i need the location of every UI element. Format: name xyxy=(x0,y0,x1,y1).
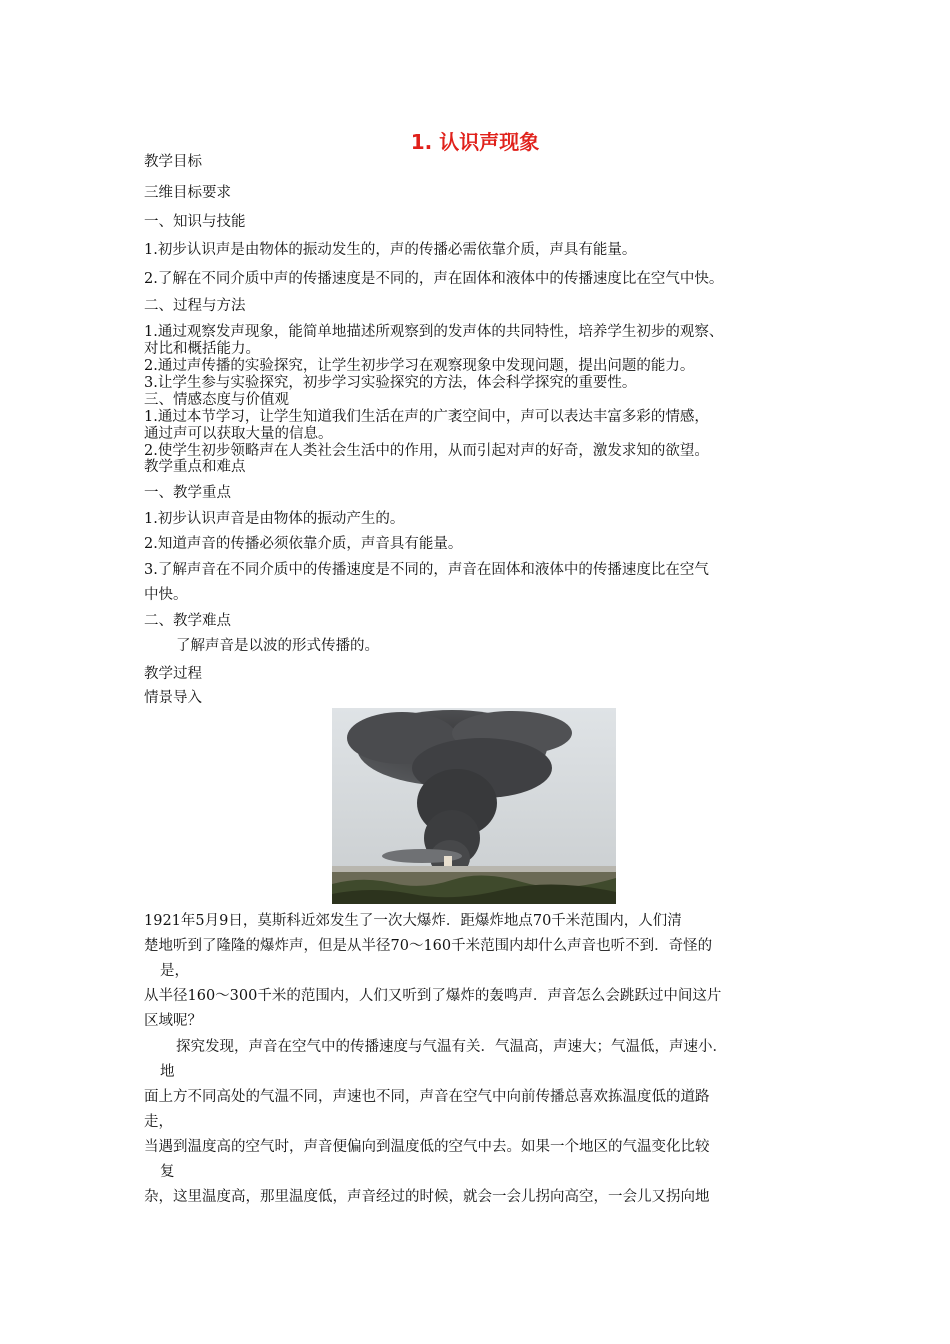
text-line: 2.了解在不同介质中声的传播速度是不同的，声在固体和液体中的传播速度比在空气中快。 xyxy=(144,271,724,287)
heading-scenario-intro: 情景导入 xyxy=(144,690,202,706)
heading-key-points: 一、教学重点 xyxy=(144,485,231,501)
text-line: 复 xyxy=(160,1164,175,1180)
heading-attitude-values: 三、情感态度与价值观 xyxy=(144,392,289,408)
text-line: 中快。 xyxy=(144,587,188,603)
text-line: 1921年5月9日，莫斯科近郊发生了一次大爆炸．距爆炸地点70千米范围内，人们清 xyxy=(144,913,682,929)
text-line: 区域呢？ xyxy=(144,1013,202,1029)
text-line: 杂，这里温度高，那里温度低，声音经过的时候，就会一会儿拐向高空，一会儿又拐向地 xyxy=(144,1189,710,1205)
heading-teaching-process: 教学过程 xyxy=(144,666,202,682)
text-line: 3.了解声音在不同介质中的传播速度是不同的，声音在固体和液体中的传播速度比在空气 xyxy=(144,562,709,578)
heading-three-dimensional-goals: 三维目标要求 xyxy=(144,185,231,201)
heading-teaching-goals: 教学目标 xyxy=(144,154,202,170)
heading-knowledge-skills: 一、知识与技能 xyxy=(144,214,246,230)
text-line: 通过声可以获取大量的信息。 xyxy=(144,426,333,442)
text-line: 2.使学生初步领略声在人类社会生活中的作用，从而引起对声的好奇，激发求知的欲望。 xyxy=(144,443,709,459)
text-line: 了解声音是以波的形式传播的。 xyxy=(176,638,379,654)
text-line: 是， xyxy=(160,963,189,979)
text-line: 2.通过声传播的实验探究，让学生初步学习在观察现象中发现问题，提出问题的能力。 xyxy=(144,358,695,374)
text-line: 对比和概括能力。 xyxy=(144,341,260,357)
text-line: 1.初步认识声音是由物体的振动产生的。 xyxy=(144,511,405,527)
page-title: 1. 认识声现象 xyxy=(410,130,540,154)
text-line: 走， xyxy=(144,1114,173,1130)
text-line: 1.通过本节学习，让学生知道我们生活在声的广袤空间中，声可以表达丰富多彩的情感， xyxy=(144,409,709,425)
text-line: 1.通过观察发声现象，能简单地描述所观察到的发声体的共同特性，培养学生初步的观察、 xyxy=(144,324,724,340)
text-line: 2.知道声音的传播必须依靠介质，声音具有能量。 xyxy=(144,536,463,552)
text-line: 1.初步认识声是由物体的振动发生的，声的传播必需依靠介质，声具有能量。 xyxy=(144,242,637,258)
text-line: 从半径160～300千米的范围内，人们又听到了爆炸的轰鸣声．声音怎么会跳跃过中间这片 xyxy=(144,988,722,1004)
text-line: 当遇到温度高的空气时，声音便偏向到温度低的空气中去。如果一个地区的气温变化比较 xyxy=(144,1139,710,1155)
text-line: 探究发现，声音在空气中的传播速度与气温有关．气温高，声速大；气温低，声速小． xyxy=(176,1039,727,1055)
heading-process-method: 二、过程与方法 xyxy=(144,298,246,314)
text-line: 楚地听到了隆隆的爆炸声，但是从半径70～160千米范围内却什么声音也听不到．奇怪的 xyxy=(144,938,713,954)
text-line: 面上方不同高处的气温不同，声速也不同，声音在空气中向前传播总喜欢拣温度低的道路 xyxy=(144,1089,710,1105)
explosion-photo xyxy=(332,708,616,904)
heading-difficult-points: 二、教学难点 xyxy=(144,613,231,629)
heading-key-difficult-points: 教学重点和难点 xyxy=(144,459,246,475)
text-line: 地 xyxy=(160,1064,175,1080)
text-line: 3.让学生参与实验探究，初步学习实验探究的方法，体会科学探究的重要性。 xyxy=(144,375,637,391)
